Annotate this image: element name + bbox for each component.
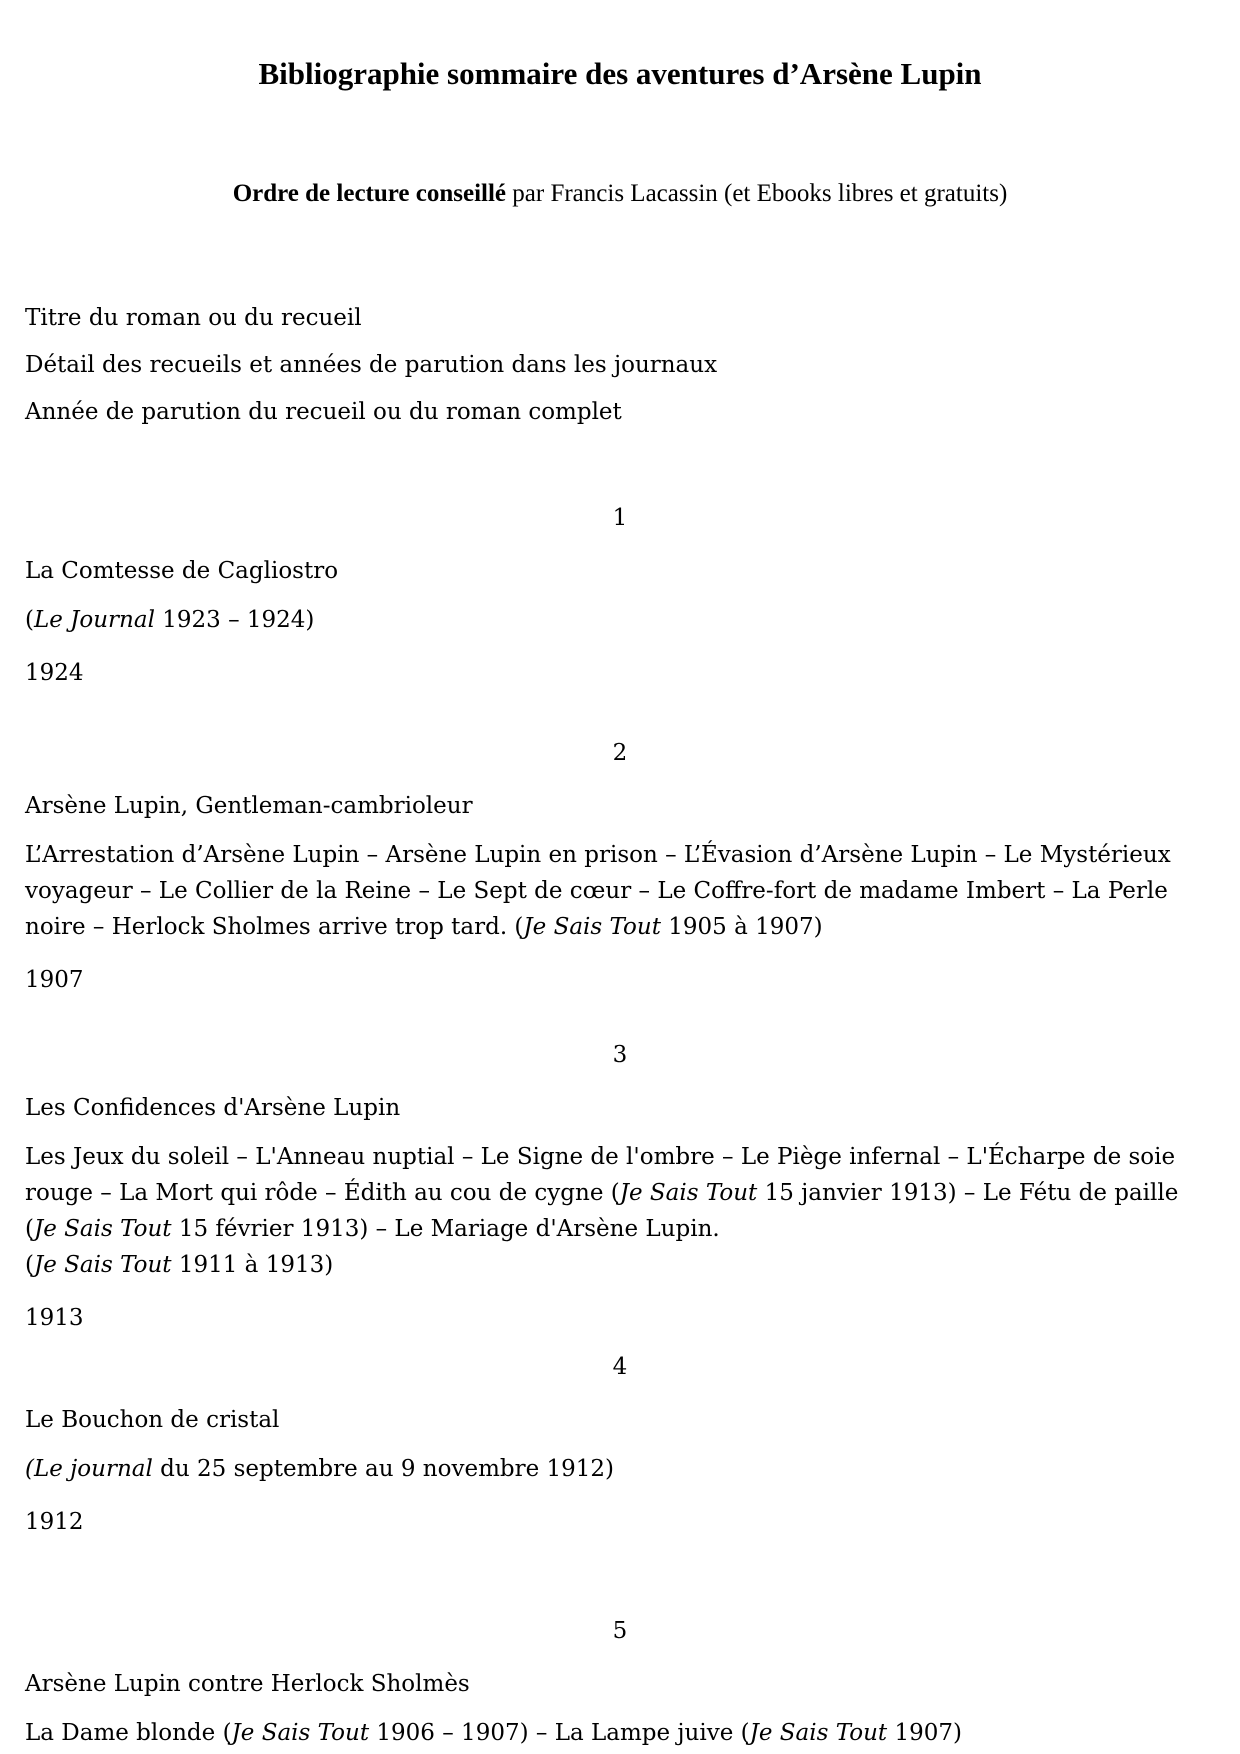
work-title: Le Bouchon de cristal [25,1407,280,1433]
legend-line-detail: Détail des recueils et années de parution dans les journaux [25,352,718,378]
publication-year: 1912 [25,1509,84,1535]
publication-year: 1913 [25,1305,84,1331]
publication-detail: Les Jeux du soleil – L'Anneau nuptial – Le Signe de l'ombre – Le Piège infernal – L'Écharpe de soie rouge – La Mort qui rôde – Édith au cou de cygne (Je Sais Tout 15 janvier 1913) – Le Fétu de paille (Je Sais Tout 15 février 1913) – Le Mariage d'Arsène Lupin. (Je Sais Tout 1911 à 1913) [25,1144,1179,1278]
publication-detail: (Le Journal 1923 – 1924) [25,607,315,633]
page-title: Bibliographie sommaire des aventures d’Arsène Lupin [258,56,982,91]
section-number: 2 [612,740,628,766]
work-title: La Comtesse de Cagliostro [25,558,339,584]
section-number: 1 [612,505,628,531]
subtitle-reading-order: Ordre de lecture conseillé [232,180,507,207]
publication-year: 1907 [25,967,84,993]
legend-line-year: Année de parution du recueil ou du roman complet [25,399,622,425]
work-title: Arsène Lupin, Gentleman-cambrioleur [25,793,473,819]
section-number: 4 [612,1354,628,1380]
section-2 [0,737,1240,997]
section-4 [0,1351,1240,1539]
subtitle [0,178,1240,210]
section-number: 3 [612,1042,628,1068]
section-number: 5 [612,1618,628,1644]
section-1 [0,502,1240,690]
section-5 [0,1615,1240,1751]
work-title: Arsène Lupin contre Herlock Sholmès [25,1671,470,1697]
publication-year: 1924 [25,660,84,686]
subtitle-author: par Francis Lacassin (et Ebooks libres et gratuits) [506,180,1008,207]
publication-detail: La Dame blonde (Je Sais Tout 1906 – 1907) – La Lampe juive (Je Sais Tout 1907) [25,1720,962,1746]
legend-line-title: Titre du roman ou du recueil [25,305,362,331]
publication-detail: (Le journal du 25 septembre au 9 novembre 1912) [25,1456,615,1482]
publication-detail: L’Arrestation d’Arsène Lupin – Arsène Lupin en prison – L’Évasion d’Arsène Lupin – Le Mystérieux voyageur – Le Collier de la Reine – Le Sept de cœur – Le Coffre-fort de madame Imbert – La Perle noire – Herlock Sholmes arrive trop tard. (Je Sais Tout 1905 à 1907) [25,842,1171,940]
legend-block [0,302,1240,429]
section-3 [0,1039,1240,1335]
work-title: Les Confidences d'Arsène Lupin [25,1095,401,1121]
